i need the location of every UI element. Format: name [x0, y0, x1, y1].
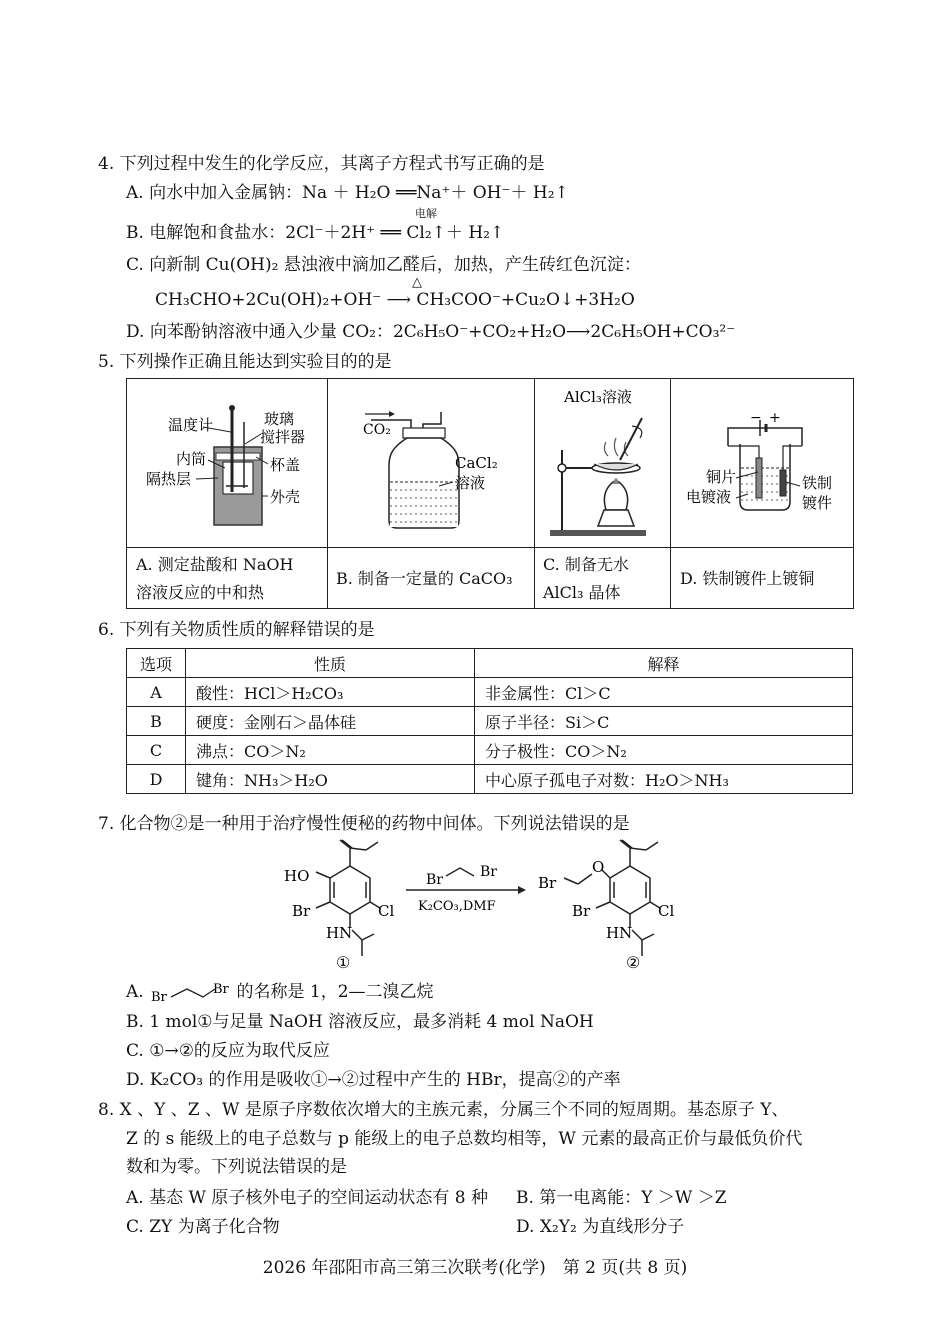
q7-a-br-left: Br — [151, 989, 167, 1005]
q4-option-b: B. 电解饱和食盐水：2Cl⁻＋2H⁺ ══ Cl₂↑＋ H₂↑ — [126, 223, 505, 243]
q5-caption-b: B. 制备一定量的 CaCO₃ — [336, 569, 513, 588]
iron-part — [780, 470, 786, 496]
c2-label-o: O — [592, 858, 605, 876]
q6-stem: 6. 下列有关物质性质的解释错误的是 — [98, 620, 375, 640]
q7-a-br-right: Br — [213, 981, 229, 997]
table-row — [127, 736, 853, 765]
table-row — [127, 678, 853, 707]
calorimeter-figure — [128, 382, 326, 544]
c2-label-br-chain: Br — [538, 874, 557, 892]
reagent-conditions: K₂CO₃,DMF — [418, 899, 496, 914]
fig-a-label-glass: 玻璃 — [264, 410, 295, 428]
cell-explanation: 中心原子孤电子对数：H₂O＞NH₃ — [475, 765, 853, 794]
fig-d-label-minus: − — [750, 410, 762, 426]
cell-option: B — [127, 707, 186, 736]
q5-row-divider — [127, 547, 853, 548]
c2-label-cl: Cl — [658, 902, 675, 920]
fig-a-label-insulation: 隔热层 — [146, 470, 192, 488]
q4-option-a: A. 向水中加入金属钠：Na ＋ H₂O ══Na⁺＋ OH⁻＋ H₂↑ — [126, 183, 569, 203]
c1-label-ho: HO — [284, 867, 310, 885]
alcohol-lamp — [604, 480, 627, 510]
inner-cup — [223, 462, 253, 494]
cell-option: A — [127, 678, 186, 707]
cell-explanation: 分子极性：CO＞N₂ — [475, 736, 853, 765]
cell-property: 沸点：CO＞N₂ — [186, 736, 475, 765]
header-property: 性质 — [186, 649, 475, 678]
c2-label-hn: HN — [606, 924, 633, 942]
cell-option: D — [127, 765, 186, 794]
q8-option-c: C. ZY 为离子化合物 — [126, 1217, 280, 1237]
q7-stem: 7. 化合物②是一种用于治疗慢性便秘的药物中间体。下列说法错误的是 — [98, 814, 630, 834]
q7-a-prefix: A. — [126, 982, 144, 1002]
q8-option-d: D. X₂Y₂ 为直线形分子 — [516, 1217, 685, 1237]
fig-b-label-co2: CO₂ — [363, 422, 391, 438]
c2-label-br: Br — [572, 902, 591, 920]
header-option: 选项 — [127, 649, 186, 678]
c1-label-cl: Cl — [378, 902, 395, 920]
q5-stem: 5. 下列操作正确且能达到实验目的的是 — [98, 352, 392, 372]
q4-stem: 4. 下列过程中发生的化学反应，其离子方程式书写正确的是 — [98, 154, 545, 174]
header-explanation: 解释 — [475, 649, 853, 678]
q4-c-condition: △ — [412, 275, 422, 290]
cell-explanation: 非金属性：Cl＞C — [475, 678, 853, 707]
fig-d-label-part: 镀件 — [802, 494, 833, 512]
cell-property: 键角：NH₃＞H₂O — [186, 765, 475, 794]
page-footer: 2026 年邵阳市高三第三次联考(化学) 第 2 页(共 8 页) — [262, 1258, 688, 1278]
copper-plate — [756, 458, 762, 498]
fig-c-label: AlCl₃溶液 — [564, 388, 632, 406]
evaporation-figure — [536, 380, 670, 546]
fig-a-label-shell: 外壳 — [270, 488, 301, 506]
cell-property: 硬度：金刚石＞晶体硅 — [186, 707, 475, 736]
q8-option-b: B. 第一电离能：Y ＞W ＞Z — [516, 1188, 727, 1208]
q5-caption-c-line2: AlCl₃ 晶体 — [543, 583, 621, 602]
glass-rod — [620, 418, 642, 460]
q5-caption-d: D. 铁制镀件上镀铜 — [680, 569, 815, 588]
dibromoethane-structure — [149, 981, 231, 1005]
electroplating-figure — [672, 382, 850, 544]
q8-stem-line2: Z 的 s 能级上的电子总数与 p 能级上的电子总数均相等，W 元素的最高正价与最低负价代 — [126, 1129, 803, 1149]
q5-caption-a-line2: 溶液反应的中和热 — [136, 583, 265, 602]
fig-a-label-inner: 内筒 — [176, 450, 207, 468]
fig-a-label-lid: 杯盖 — [270, 456, 301, 474]
cell-explanation: 原子半径：Si＞C — [475, 707, 853, 736]
fig-b-label-solution: 溶液 — [455, 474, 486, 492]
reagent-br-left: Br — [426, 872, 443, 888]
table-header-row — [127, 649, 853, 678]
q8-stem-line3: 数和为零。下列说法错误的是 — [126, 1157, 347, 1177]
q7-option-b: B. 1 mol①与足量 NaOH 溶液反应，最多消耗 4 mol NaOH — [126, 1012, 594, 1032]
q7-option-a — [126, 980, 434, 1005]
cup-lid — [216, 453, 260, 460]
q4-c-equation: CH₃CHO+2Cu(OH)₂+OH⁻ ⟶ CH₃COO⁻+Cu₂O↓+3H₂O — [155, 290, 635, 310]
q5-caption-a-line1: A. 测定盐酸和 NaOH — [136, 555, 294, 574]
q4-b-condition: 电解 — [415, 207, 437, 220]
reaction-scheme — [280, 838, 720, 978]
table-row — [127, 707, 853, 736]
reagent-br-right: Br — [480, 864, 497, 880]
q7-option-d: D. K₂CO₃ 的作用是吸收①→②过程中产生的 HBr，提高②的产率 — [126, 1070, 621, 1090]
fig-d-label-iron: 铁制 — [802, 474, 833, 492]
gas-bottle-figure — [331, 382, 535, 544]
fig-d-label-copper: 铜片 — [706, 468, 737, 486]
fig-b-label-cacl2: CaCl₂ — [455, 454, 498, 472]
cell-option: C — [127, 736, 186, 765]
fig-a-label-stirrer: 搅拌器 — [260, 428, 306, 446]
q8-stem-line1: 8. X 、Y 、Z 、W 是原子序数依次增大的主族元素，分属三个不同的短周期。基态原子 Y、 — [98, 1100, 789, 1120]
q6-table — [126, 648, 853, 794]
c1-label-hn: HN — [326, 924, 353, 942]
q7-a-text: 的名称是 1，2—二溴乙烷 — [236, 982, 434, 1002]
c1-label-br: Br — [292, 902, 311, 920]
cell-property: 酸性：HCl＞H₂CO₃ — [186, 678, 475, 707]
q4-option-d: D. 向苯酚钠溶液中通入少量 CO₂：2C₆H₅O⁻+CO₂+H₂O⟶2C₆H₅OH+CO₃²⁻ — [126, 322, 736, 342]
table-row — [127, 765, 853, 794]
fig-d-label-bath: 电镀液 — [686, 488, 732, 506]
q7-option-c: C. ①→②的反应为取代反应 — [126, 1041, 330, 1061]
q8-option-a: A. 基态 W 原子核外电子的空间运动状态有 8 种 — [126, 1188, 488, 1208]
c1-label-number: ① — [336, 953, 351, 972]
q4-option-c: C. 向新制 Cu(OH)₂ 悬浊液中滴加乙醛后，加热，产生砖红色沉淀： — [126, 255, 641, 275]
fig-a-label-thermometer: 温度计 — [168, 416, 214, 434]
q5-caption-c-line1: C. 制备无水 — [543, 555, 629, 574]
fig-d-label-plus: + — [769, 410, 781, 426]
c2-label-number: ② — [626, 953, 641, 972]
